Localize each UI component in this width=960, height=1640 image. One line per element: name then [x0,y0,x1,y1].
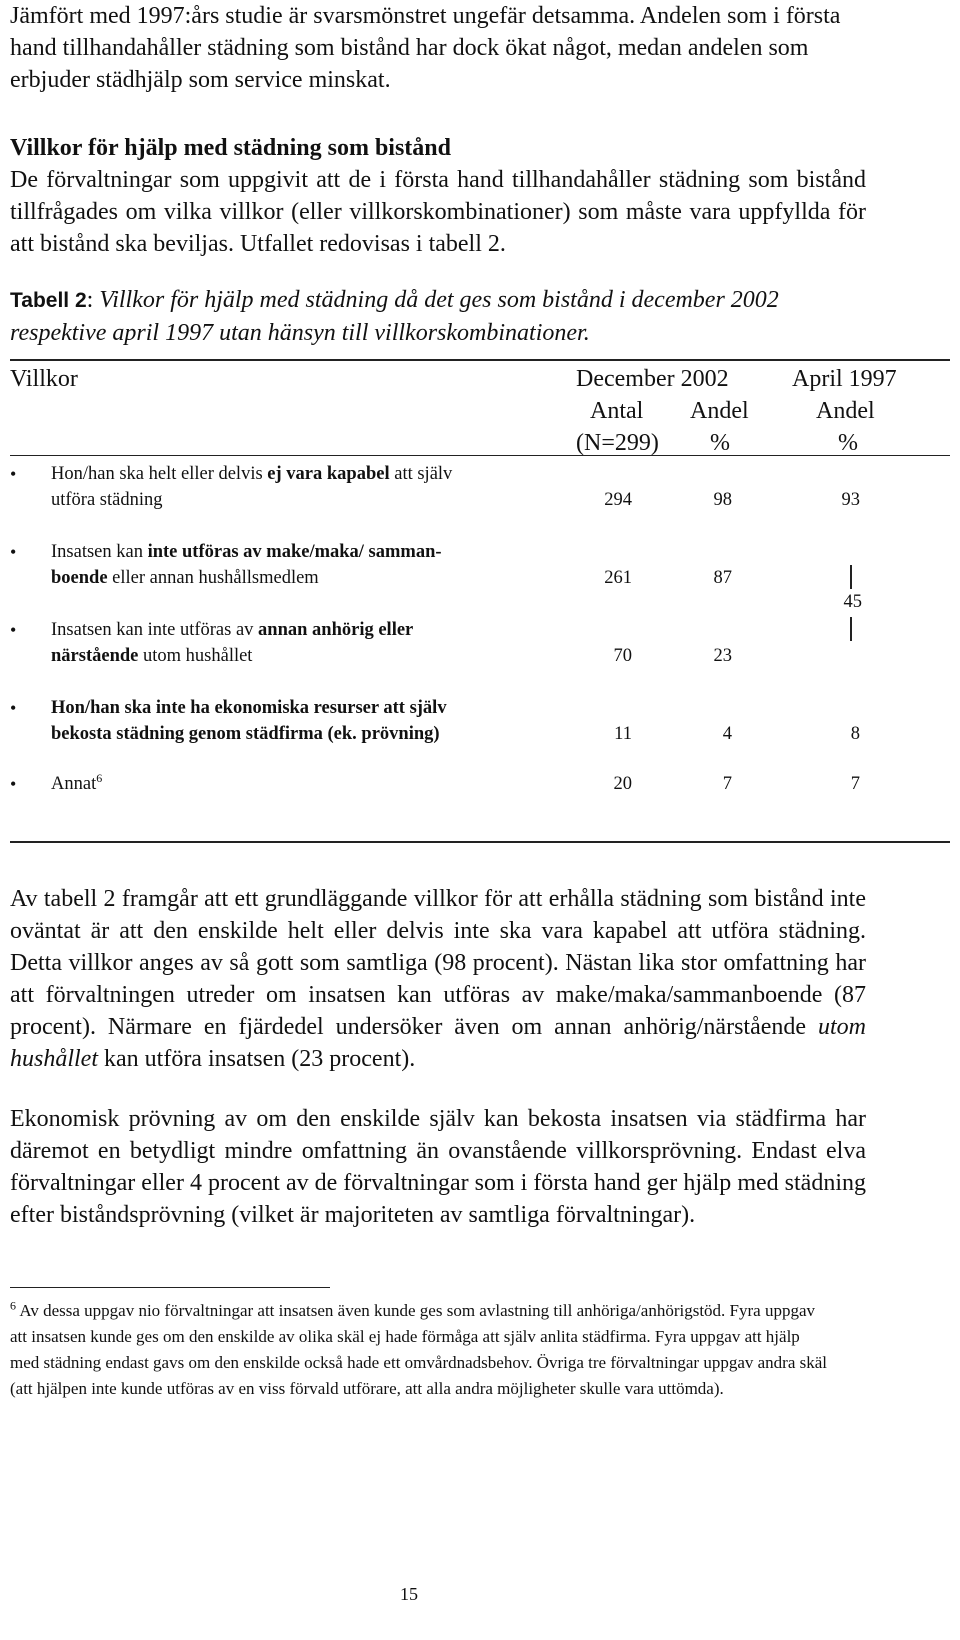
footnote-divider [10,1287,330,1288]
document-page [10,0,950,1402]
row-label: Insatsen kan inte utföras av make/maka/ samman- boende eller annan hushållsmedlem [51,542,442,588]
row1-andel: 98 [713,490,732,510]
row5-april: 7 [850,774,860,794]
section-body: De förvaltningar som uppgivit att de i första hand tillhandahåller städning som bistånd tillfrågades om vilka villkor (eller villkorskombinationer) som måste vara uppfyllda för att bistånd ska beviljas. Utfallet redovisas i tabell 2. [10,167,866,257]
table-caption: Tabell 2: Villkor för hjälp med städning då det ges som bistånd i december 2002 respektive april 1997 utan hänsyn till villkorskombinationer. [10,287,779,346]
row3-antal: 70 [613,646,632,666]
table-caption-label: Tabell 2 [10,289,87,312]
row-label: Annat$^6$ [51,770,103,794]
merged-cell-bracket-bottom [850,617,852,641]
intro-paragraph: Jämfört med 1997:års studie är svarsmönstret ungefär detsamma. Andelen som i första hand tillhandahåller städning som bistånd har dock ökat något, medan andelen som erbjuder städhjälp som service minskat. [10,3,841,93]
bullet-icon: • [10,542,17,562]
column-header-andel-1997: Andel [816,398,875,424]
merged-cell-bracket-top [850,565,852,589]
footnote: $^6$ Av dessa uppgav nio förvaltningar att insatsen även kunde ges som avlastning till anhöriga/anhörigstöd. Fyra uppgav att insatsen kunde ges om den enskilde av olika skäl ej hade förmåga att själv anlita städfirma. Fyra uppgav att hjälp med städning endast gavs om den enskilde också hade ett omvårdnadsbehov. Övriga tre förvaltningar uppgav andra skäl (att hjälpen inte kunde utföras av en viss förvald utförare, att alla andra möjligheter skulle vara uttömda). [10,1298,828,1398]
section-heading: Villkor för hjälp med städning som bistånd [10,135,451,161]
row5-antal: 20 [613,774,632,794]
bullet-icon: • [10,774,17,794]
footnote-mark: 6 [10,1298,16,1313]
row-label: Hon/han ska helt eller delvis ej vara kapabel att själv utföra städning [51,464,453,510]
page-number: 15 [400,1584,418,1604]
row2-antal: 261 [604,568,632,588]
column-header-antal: Antal [590,398,644,424]
column-header-percent-1997: % [838,430,858,456]
row1-antal: 294 [604,490,632,510]
body-paragraph-1: Av tabell 2 framgår att ett grundläggande villkor för att erhålla städning som bistånd inte oväntat är att den enskilde helt eller delvis inte ska vara kapabel att utföra städning. Detta villkor anges av så gott som samtliga (98 procent). Nästan lika stor omfattning har att förvaltningen utreder om insatsen kan utföras av make/maka/sammanboende (87 procent). Närmare en fjärdedel undersöker även om annan anhörig/närstående utom hushållet kan utföra insatsen (23 procent). [10,886,866,1072]
row4-antal: 11 [614,724,632,744]
row3-andel: 23 [713,646,732,666]
row2-andel: 87 [713,568,732,588]
table-caption-text: Villkor för hjälp med städning då det ges som bistånd i december 2002 respektive april 1997 utan hänsyn till villkorskombinationer. [10,287,779,346]
column-header-n: (N=299) [576,430,659,456]
row4-april: 8 [850,724,860,744]
row5-andel: 7 [722,774,732,794]
merged-april-value: 45 [843,592,862,612]
column-header-villkor: Villkor [10,366,78,392]
column-header-april-1997: April 1997 [792,366,897,392]
column-header-percent: % [710,430,730,456]
row-label: Hon/han ska inte ha ekonomiska resurser att själv bekosta städning genom städfirma (ek. prövning) [51,698,447,744]
column-header-andel: Andel [690,398,749,424]
footnote-reference: 6 [96,770,103,785]
row4-andel: 4 [722,724,732,744]
body-paragraph-2: Ekonomisk prövning av om den enskilde själv kan bekosta insatsen via städfirma har däremot en betydligt mindre omfattning än ovanstående villkorsprövning. Endast elva förvaltningar eller 4 procent av de förvaltningar som i första hand ger hjälp med städning efter biståndsprövning (vilket är majoriteten av samtliga förvaltningar). [10,1106,866,1228]
bullet-icon: • [10,620,17,640]
row1-april: 93 [841,490,860,510]
column-header-december-2002: December 2002 [576,366,729,392]
bullet-icon: • [10,464,17,484]
header-divider [10,455,950,456]
bullet-icon: • [10,698,17,718]
conditions-table [10,359,950,843]
row-label: Insatsen kan inte utföras av annan anhörig eller närstående utom hushållet [51,620,414,666]
